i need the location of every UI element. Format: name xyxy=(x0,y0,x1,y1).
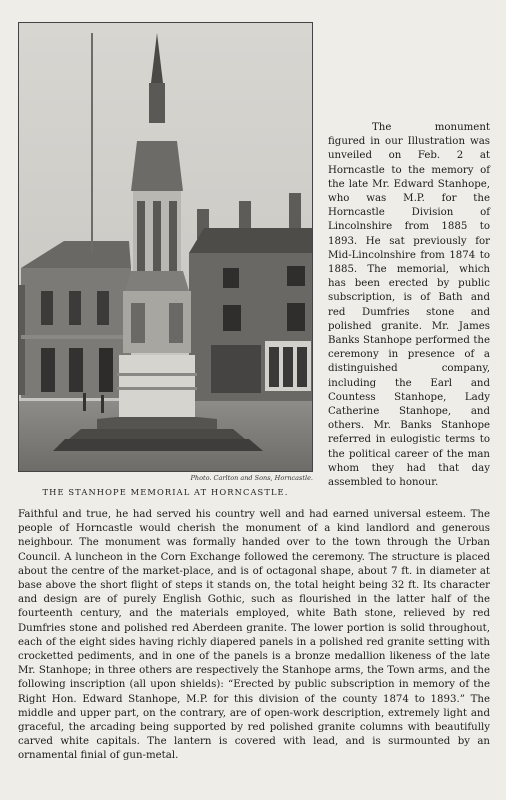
article-side-column xyxy=(328,121,490,490)
photo-caption: THE STANHOPE MEMORIAL AT HORNCASTLE. xyxy=(42,487,289,497)
article-body xyxy=(18,508,490,764)
article-body-paragraph: Faithful and true, he had served his country well and had earned universal esteem. The people of Horncastle would cherish the monument of a kind landlord and generous neighbour. The monument was formally handed over to the town through the Urban Council. A luncheon in the Corn Exchange followed the ceremony. The structure is placed about the centre of the market-place, and is of octagonal shape, about 7 ft. in diameter at base above the short flight of steps it stands on, the total height being 32 ft. Its character and design are of purely English Gothic, such as flourished in the latter half of the fourteenth century, and the materials employed, white Bath stone, relieved by red Dumfries stone and polished red Aberdeen granite. The lower portion is solid throughout, each of the eight sides having richly diapered panels in a polished red granite setting with crocketted pediments, and in one of the panels is a bronze medallion likeness of the late Mr. Stanhope; in three others are respectively the Stanhope arms, the Town arms, and the following inscription (all upon shields): “Erected by public subscription in memory of the Right Hon. Edward Stanhope, M.P. for this division of the county 1874 to 1893.” The middle and upper part, on the contrary, are of open-work description, extremely light and graceful, the arcading being supported by red polished granite columns with beautifully carved white capitals. The lantern is covered with lead, and is surmounted by an ornamental finial of gun-metal. xyxy=(18,509,490,762)
article-intro-paragraph: The monument figured in our Illustration was unveiled on Feb. 2 at Horncastle to the memory of the late Mr. Edward Stanhope, who was M.P. for the Horncastle Division of Lincolnshire from 1885 to 1893. He sat previously for Mid-Lincolnshire from 1874 to 1885. The memorial, which has been erected by public subscription, is of Bath and red Dumfries stone and polished granite. Mr. James Banks Stanhope performed the ceremony in presence of a distinguished company, including the Earl and Countess Stanhope, Lady Catherine Stanhope, and others. Mr. Banks Stanhope referred in eulogistic terms to the political career of the man whom they had that day assembled to honour. xyxy=(328,122,490,489)
right-buildings xyxy=(189,193,312,401)
memorial-photograph xyxy=(18,22,313,472)
photo-credit: Photo. Carlton and Sons, Horncastle. xyxy=(190,474,313,482)
